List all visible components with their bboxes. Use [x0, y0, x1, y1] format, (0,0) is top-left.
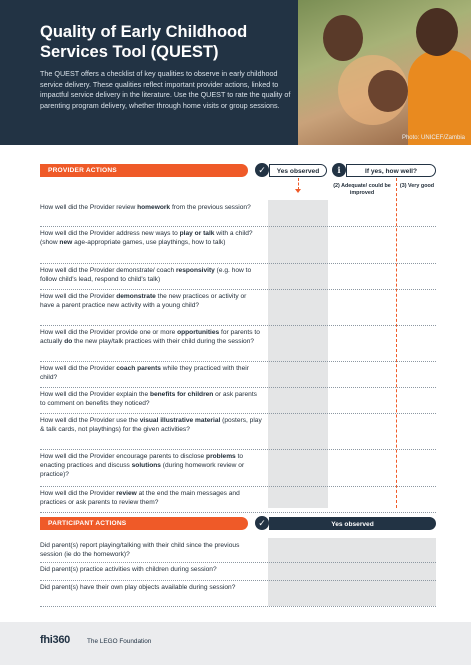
question-text: How well did the Provider address new ways to play or talk with a child? (show new age-appropriate games, use playthings, how to talk) — [40, 230, 253, 246]
question-text: How well did the Provider review homework from the previous session? — [40, 204, 251, 211]
question-row — [40, 325, 436, 362]
question-row — [40, 226, 436, 264]
question-text: How well did the Provider coach parents while they practiced with their child? — [40, 365, 249, 381]
header-photo — [298, 0, 471, 145]
question-text: How well did the Provider provide one or more opportunities for parents to actually do the new play/talk practices with their child during the session? — [40, 329, 260, 345]
question-row — [40, 580, 436, 607]
question-text: How well did the Provider review at the end the main messages and practices or ask parents to review them? — [40, 490, 240, 506]
question-row — [40, 449, 436, 487]
question-text: How well did the Provider demonstrate the new practices or activity or have a parent practice new activity with a young child? — [40, 293, 247, 309]
question-text: How well did the Provider use the visual illustrative material (posters, play & talk cards, not playthings) for the given activities? — [40, 417, 262, 433]
intro-paragraph: The QUEST offers a checklist of key qualities to observe in early childhood service delivery. These qualities reflect important provider actions, linked to impactful service delivery in the literature. Use the QUEST to rate the quality of parenting program delivery, whether through home visits or group sessions. — [40, 69, 291, 110]
fhi360-logo: fhi360 — [40, 634, 70, 646]
info-icon: i — [332, 163, 346, 177]
question-text: How well did the Provider explain the benefits for children or ask parents to comment on benefits they noticed? — [40, 391, 257, 407]
check-icon: ✓ — [255, 516, 269, 530]
col-adequate-header: (2) Adequate/ could be improved — [333, 183, 391, 196]
yes-observed-header: Yes observed — [269, 164, 327, 177]
question-row — [40, 413, 436, 450]
question-row — [40, 562, 436, 581]
provider-actions-label: PROVIDER ACTIONS — [40, 164, 248, 177]
if-yes-how-well-header: If yes, how well? — [346, 164, 436, 177]
lego-foundation-logo: The LEGO Foundation — [87, 638, 152, 645]
yes-observed-header: Yes observed — [269, 517, 436, 530]
question-text: Did parent(s) report playing/talking with their child since the previous session (ie do the homework)? — [40, 542, 240, 558]
question-text: Did parent(s) practice activities with children during session? — [40, 566, 217, 573]
question-row — [40, 538, 436, 563]
question-text: Did parent(s) have their own play objects available during session? — [40, 584, 236, 591]
question-row — [40, 263, 436, 290]
question-row — [40, 387, 436, 414]
footer — [0, 622, 471, 665]
photo-credit: Photo: UNICEF/Zambia — [401, 135, 465, 141]
question-text: How well did the Provider encourage parents to disclose problems to enacting practices and discuss solutions (during homework review or practice)? — [40, 453, 245, 478]
check-icon: ✓ — [255, 163, 269, 177]
question-row — [40, 200, 436, 227]
question-text: How well did the Provider demonstrate/ coach responsivity (e.g. how to follow child's lead, respond to child's talk) — [40, 267, 252, 283]
question-row — [40, 486, 436, 513]
question-row — [40, 361, 436, 388]
arrow-down-icon — [295, 189, 301, 193]
header-banner — [0, 0, 471, 145]
participant-actions-label: PARTICIPANT ACTIONS — [40, 517, 248, 530]
page-title: Quality of Early Childhood Services Tool (QUEST) — [40, 23, 248, 61]
question-row — [40, 289, 436, 326]
col-very-good-header: (3) Very good — [399, 183, 435, 189]
